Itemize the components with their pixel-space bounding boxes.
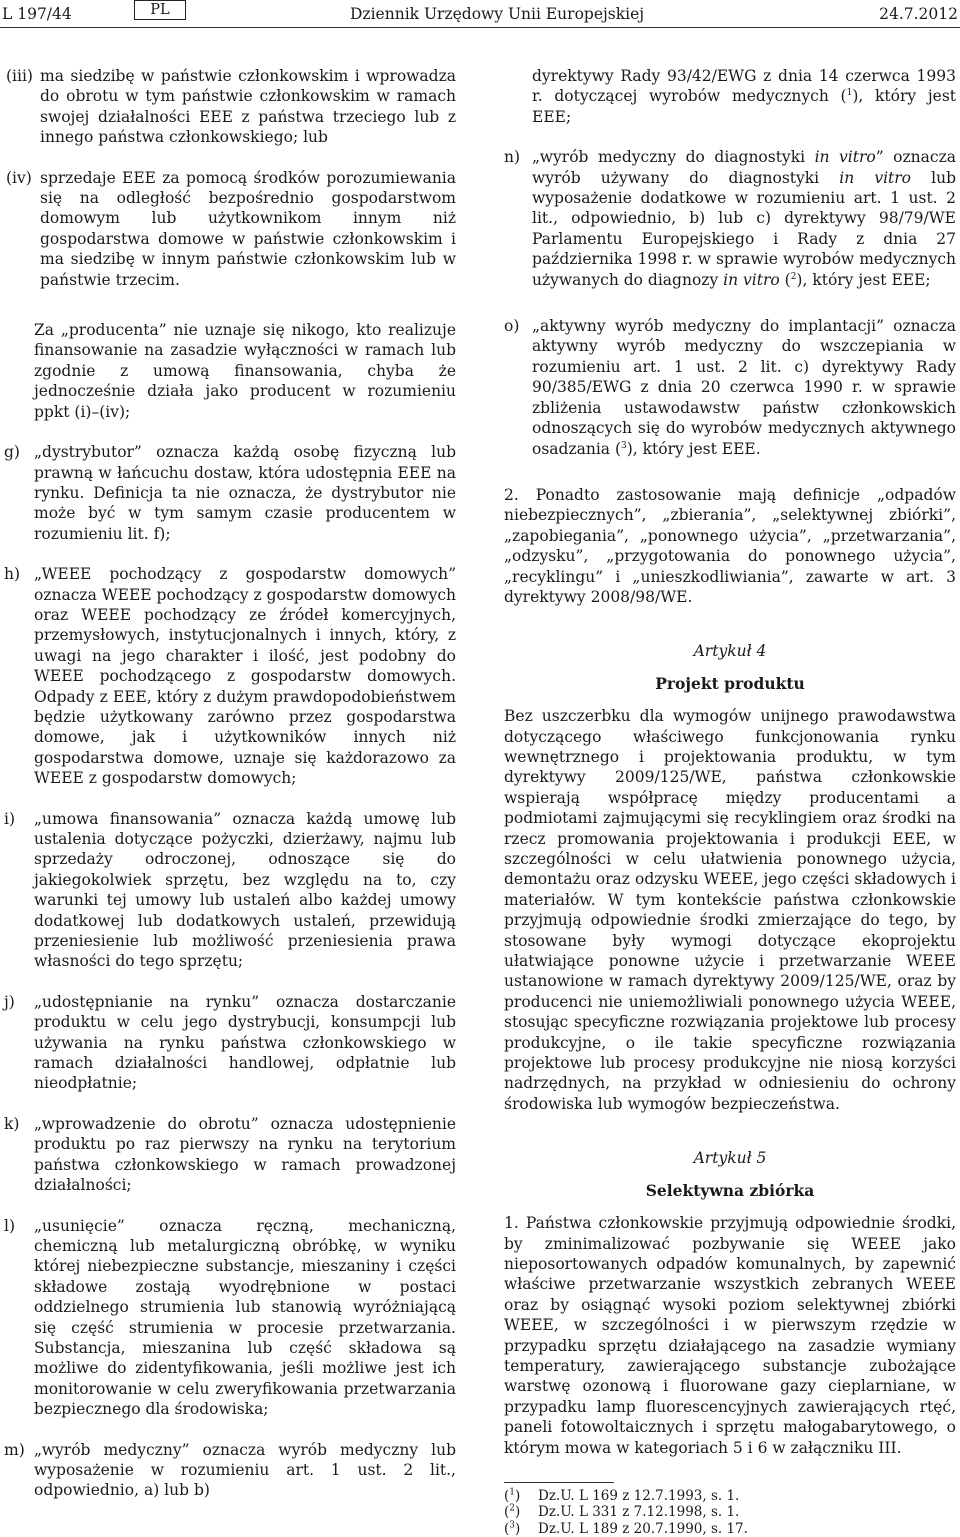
item-text: „wprowadzenie do obrotu” oznacza udostępnienie produktu po raz pierwszy na rynku na terytorium państwa członkowskiego w ramach prowadzonej działalności; (34, 1114, 456, 1195)
paragraph-2: 2. Ponadto zastosowanie mają definicje „odpadów niebezpiecznych”, „zbierania”, „selektywnej zbiórki”, „zapobiegania”, „ponownego użycia”, „przetwarzania”, „odzysku”, „przygotowania do ponownego użycia”, „recyklingu” i „unieszkodliwiania”, zawarte w art. 3 dyrektywy 2008/98/WE. (504, 485, 956, 606)
item-text: „umowa finansowania” oznacza każdą umowę lub ustalenia dotyczące pożyczki, dzierżawy, najmu lub sprzedaży odroczonej, odnoszące się do jakiegokolwiek sprzętu, bez względu na to, czy warunki tej umowy lub ustaleń albo każdej umowy dodatkowej lub dodatkowych ustaleń, przewidują przeniesienie lub możliwość przeniesienia prawa własności do tego sprzętu; (34, 809, 456, 971)
footnote (504, 1521, 956, 1537)
footnote-ref[interactable]: 3 (621, 440, 627, 451)
item-label: (iv) (6, 168, 32, 187)
article-4-text: Bez uszczerbku dla wymogów unijnego prawodawstwa dotyczącego właściwego funkcjonowania rynku wewnętrznego i projektowania produktu, w tym dyrektywy 2009/125/WE, państwa członkowskie wspierają współpracę między producentami a podmiotami zajmującymi się recyklingiem oraz środki na rzecz promowania projektowania i produkcji EEE, w szczególności w celu ułatwienia ponownego użycia, demontażu oraz odzysku WEEE, jego części składowych i materiałów. W tym kontekście państwa członkowskie przyjmują odpowiednie środki zmierzające do tego, by stosowane były wymogi dotyczące ekoprojektu ułatwiające ponowne użycie i przetwarzanie WEEE ustanowione w ramach dyrektywy 2009/125/WE, oraz by producenci nie uniemożliwiali ponownego użycia WEEE, stosując specyficzne rozwiązania projektowe lub procesy produkcyjne, o ile takie specyficzne rozwiązania projektowe lub procesy produkcyjne nie niosą korzyści nadrzędnych, na przykład w odniesieniu do ochrony środowiska lub wymogów bezpieczeństwa. (504, 707, 956, 1113)
item-text: „dystrybutor” oznacza każdą osobę fizyczną lub prawną w łańcuchu dostaw, która udostępnia EEE na rynku. Definicja ta nie oznacza, że dystrybutor nie może być w tym samym czasie producentem w rozumieniu lit. f); (34, 443, 456, 543)
item-label: o) (504, 317, 520, 336)
definition-n (504, 147, 956, 290)
footnote-label: ($^3$) (504, 1520, 521, 1537)
item-label: (iii) (6, 67, 33, 85)
footnote (504, 1488, 956, 1505)
footnote-ref[interactable]: 2 (790, 271, 797, 282)
language-badge: PL (134, 0, 186, 20)
footnote (504, 1504, 956, 1521)
item-label: m) (4, 1440, 25, 1459)
item-label: j) (4, 992, 15, 1011)
article-4-title: Projekt produktu (655, 673, 805, 693)
definition-iv (4, 168, 456, 290)
item-text: „wyrób medyczny do diagnostyki in vitro” oznacza wyrób używany do diagnostyki in vitro lub wyposażenie dodatkowe w rozumieniu art. 1 ust. 2 lit., odpowiednio, b) lub c) dyrektywy 98/79/WE Parlamentu Europejskiego i Rady z dnia 27 października 1998 r. w sprawie wyrobów medycznych używanych do diagnozy in vitro ($^2$), który jest EEE; (532, 148, 956, 289)
item-label: k) (4, 1114, 20, 1133)
left-column (4, 66, 456, 1501)
definition-m-continuation: dyrektywy Rady 93/42/EWG z dnia 14 czerwca 1993 r. dotyczącej wyrobów medycznych ($^1$), który jest EEE; (532, 67, 956, 126)
definition-i (4, 809, 456, 972)
right-column (504, 66, 956, 1537)
footnote-text: Dz.U. L 189 z 20.7.1990, s. 17. (538, 1520, 748, 1537)
journal-title: Dziennik Urzędowy Unii Europejskiej (350, 5, 645, 23)
producer-paragraph: Za „producenta” nie uznaje się nikogo, kto realizuje finansowanie na zasadzie wyłączności w ramach lub zgodnie z umową finansowania, chyba że jednocześnie działa jako producent w rozumieniu ppkt (i)–(iv); (34, 321, 456, 421)
item-label: i) (4, 809, 16, 828)
item-text: „usunięcie” oznacza ręczną, mechaniczną, chemiczną lub metalurgiczną obróbkę, w wyniku której niebezpieczne substancje, mieszaniny i części składowe zostają wyodrębnione w postaci oddzielnego strumienia lub stanowią wyróżniającą się część strumienia w procesie przetwarzania. Substancja, mieszanina lub część składowa są możliwe do zidentyfikowania, jeśli możliwe jest ich monitorowanie w celu zweryfikowania przetwarzania bezpiecznego dla środowiska; (34, 1216, 456, 1419)
definition-h (4, 564, 456, 788)
definition-iii (4, 66, 456, 148)
page-header (0, 4, 960, 24)
item-label: n) (504, 148, 521, 167)
item-text: ma siedzibę w państwie członkowskim i wprowadza do obrotu w tym państwie członkowskim w ramach swojej działalności EEE z państwa trzeciego lub z innego państwa członkowskiego; lub (40, 67, 456, 147)
footnote-text: Dz.U. L 331 z 7.12.1998, s. 1. (538, 1504, 740, 1521)
definition-l (4, 1216, 456, 1420)
article-5-title: Selektywna zbiórka (645, 1180, 815, 1200)
footnote-label: ($^1$) (504, 1487, 521, 1504)
definition-j (4, 992, 456, 1094)
footnote-text: Dz.U. L 169 z 12.7.1993, s. 1. (538, 1487, 740, 1504)
item-text: „wyrób medyczny” oznacza wyrób medyczny lub wyposażenie w rozumieniu art. 1 ust. 2 lit., odpowiednio, a) lub b) (34, 1440, 456, 1500)
definition-k (4, 1114, 456, 1196)
item-text: „aktywny wyrób medyczny do implantacji” oznacza aktywny wyrób medyczny do wszczepiania w rozumieniu art. 1 ust. 2 lit. c) dyrektywy Rady 90/385/EWG z dnia 20 czerwca 1990 r. w sprawie zbliżenia ustawodawstw państw członkowskich odnoszących się do wyrobów medycznych aktywnego osadzania ($^3$), który jest EEE. (532, 317, 956, 458)
item-label: h) (4, 565, 21, 584)
item-label: g) (4, 443, 20, 462)
item-text: „udostępnianie na rynku” oznacza dostarczanie produktu w celu jego dystrybucji, konsumpcji lub używania na rynku państwa członkowskiego w ramach działalności handlowej, odpłatnie lub nieodpłatnie; (34, 992, 456, 1093)
item-text: sprzedaje EEE za pomocą środków porozumiewania się na odległość bezpośrednio gospodarstwom domowym lub użytkownikom innym niż gospodarstwa domowe w państwie członkowskim i ma siedzibę w innym państwie członkowskim lub w państwie trzecim. (40, 168, 456, 289)
footnote-ref[interactable]: 1 (846, 88, 853, 99)
article-5-number: Artykuł 5 (693, 1149, 767, 1168)
definition-g (4, 442, 456, 544)
header-rule (0, 27, 960, 28)
footnote-label: ($^2$) (504, 1503, 521, 1521)
item-text: „WEEE pochodzący z gospodarstw domowych” oznacza WEEE pochodzący z gospodarstw domowych oraz WEEE pochodzący ze źródeł komercyjnych, przemysłowych, instytucjonalnych i innych, który, z uwagi na jego charakter i ilość, jest podobny do WEEE pochodzącego z gospodarstw domowych. Odpady z EEE, który z dużym prawdopodobieństwem będzie użytkowany zarówno przez gospodarstwa domowe, jak i użytkowników innych niż gospodarstwa domowe, uznaje się każdorazowo za WEEE z gospodarstw domowych; (34, 565, 456, 788)
definition-o (504, 316, 956, 459)
publication-date: 24.7.2012 (879, 5, 958, 23)
footnote-rule (504, 1482, 614, 1483)
item-label: l) (4, 1216, 16, 1235)
article-5-text: 1. Państwa członkowskie przyjmują odpowiednie środki, by zminimalizować pozbywanie się WEEE jako nieposortowanych odpadów komunalnych, by zapewnić właściwe przetwarzanie wszystkich zebranych WEEE oraz by osiągnąć wysoki poziom selektywnej zbiórki WEEE, w szczególności i w pierwszym rzędzie w przypadku sprzętu działającego na zasadzie wymiany temperatury, zawierającego substancje zubożające warstwę ozonową i fluorowane gazy cieplarniane, w przypadku lamp fluorescencyjnych zawierających rtęć, paneli fotowoltaicznych i sprzętu małogabarytowego, o którym mowa w kategoriach 5 i 6 w załączniku III. (504, 1214, 956, 1457)
page-reference: L 197/44 (2, 5, 72, 23)
definition-m (4, 1440, 456, 1501)
article-4-number: Artykuł 4 (693, 642, 767, 661)
